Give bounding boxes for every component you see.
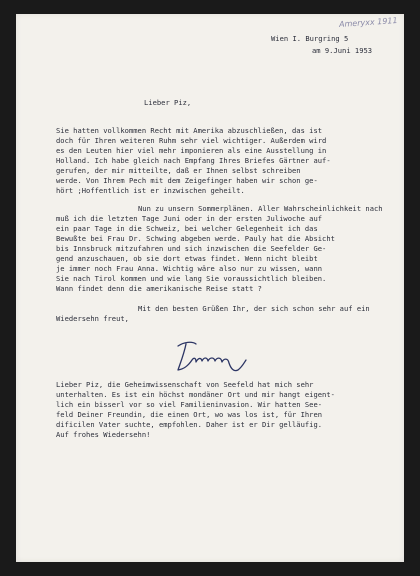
- salutation: Lieber Piz,: [144, 98, 192, 107]
- text-line: Wann findet denn die amerikanische Reise statt ?: [56, 284, 262, 293]
- text-line: doch für Ihren weiteren Ruhm sehr viel wichtiger. Außerdem wird: [56, 136, 327, 145]
- text-line: unterhalten. Es ist ein höchst mondäner Ort und mir hangt eigent-: [56, 390, 335, 399]
- sender-address: Wien I. Burgring 5: [271, 34, 349, 43]
- text-line: gerufen, der mir mitteilte, daß er Ihnen selbst schreiben: [56, 166, 301, 175]
- text-line: lich ein bisserl vor so viel Familieninvasion. Wir hatten See-: [56, 400, 323, 409]
- text-line: feld Deiner Freundin, die einen Ort, wo was los ist, für Ihren: [56, 410, 323, 419]
- text-line: hört ;Hoffentlich ist er inzwischen geheilt.: [56, 186, 245, 195]
- text-line: muß ich die letzten Tage Juni oder in der ersten Juliwoche auf: [56, 214, 323, 223]
- text-line: es den Leuten hier viel mehr imponieren als eine Ausstellung in: [56, 146, 327, 155]
- text-line: Sie nach Tirol kommen und wie lang Sie voraussichtlich bleiben.: [56, 274, 327, 283]
- letter-sheet: [16, 14, 404, 562]
- text-line: werde. Von Ihrem Pech mit dem Zeigefinger haben wir schon ge-: [56, 176, 318, 185]
- text-line: Holland. Ich habe gleich nach Empfang Ihres Briefes Gärtner auf-: [56, 156, 331, 165]
- text-line: je immer noch Frau Anna. Wichtig wäre also nur zu wissen, wann: [56, 264, 323, 273]
- text-line: Sie hatten vollkommen Recht mit Amerika abzuschließen, das ist: [56, 126, 323, 135]
- text-line: Bewußte bei Frau Dr. Schwing abgeben werde. Pauly hat die Absicht: [56, 234, 335, 243]
- handwritten-signature: [174, 336, 250, 376]
- text-line: ein paar Tage in die Schweiz, bei welcher Gelegenheit ich das: [56, 224, 318, 233]
- text-line: Auf frohes Wiedersehn!: [56, 430, 151, 439]
- text-line: Mit den besten Grüßen Ihr, der sich schon sehr auf ein: [138, 304, 370, 313]
- letter-date: am 9.Juni 1953: [312, 46, 373, 55]
- text-line: Nun zu unsern Sommerplänen. Aller Wahrscheinlichkeit nach: [138, 204, 383, 213]
- text-line: Wiedersehn freut,: [56, 314, 129, 323]
- text-line: gend anzuschauen, ob sie dort etwas findet. Wenn nicht bleibt: [56, 254, 318, 263]
- text-line: bis Innsbruck mitzufahren und sich inzwischen die Seefelder Ge-: [56, 244, 327, 253]
- text-line: Lieber Piz, die Geheimwissenschaft von Seefeld hat mich sehr: [56, 380, 314, 389]
- pencil-annotation: Ameryxx 1911: [338, 15, 398, 30]
- text-line: dificilen Vater suchte, empfohlen. Daher ist er Dir gelläufig.: [56, 420, 323, 429]
